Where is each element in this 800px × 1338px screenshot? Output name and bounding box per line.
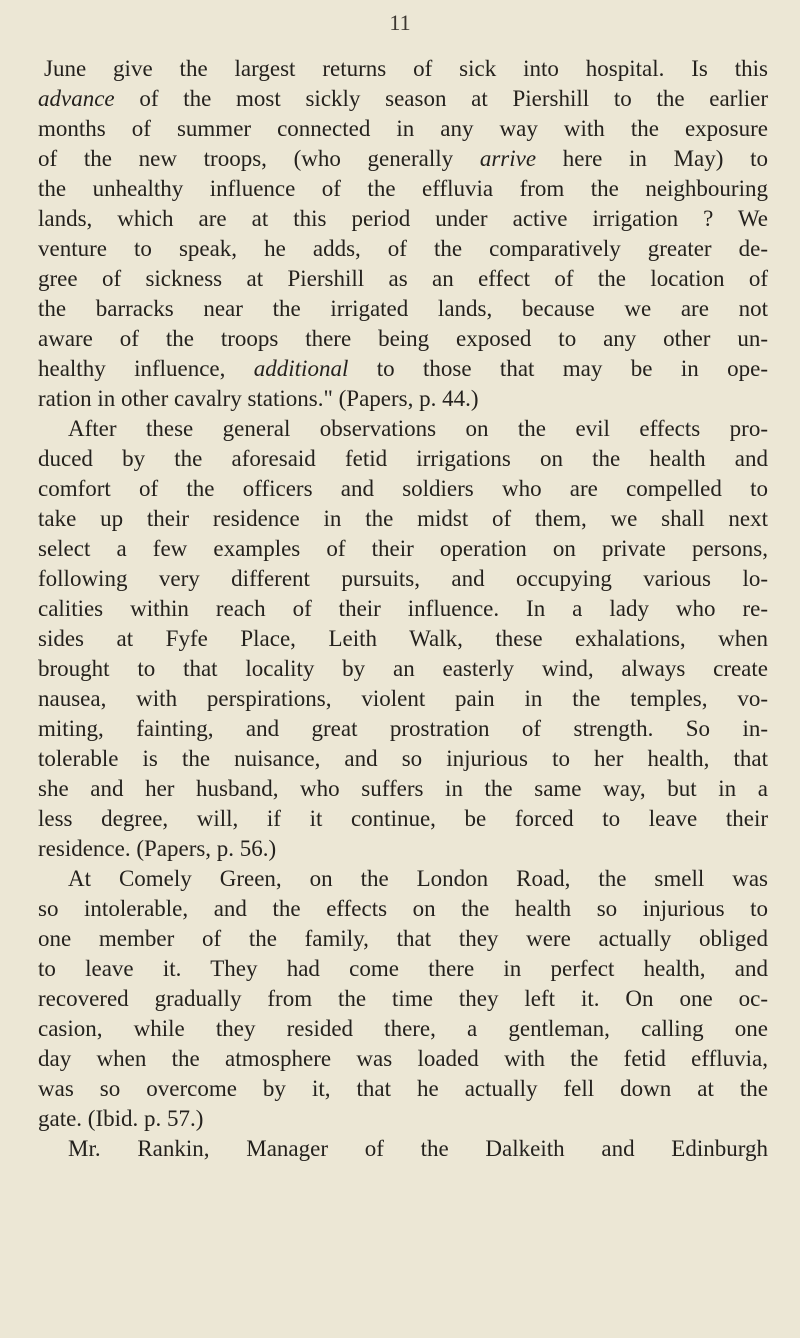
text-line: casion, while they resided there, a gentleman, calling one [38,1016,768,1041]
text-line: Mr. Rankin, Manager of the Dalkeith and Edinburgh [68,1136,768,1161]
text-line: the unhealthy influence of the effluvia from the neighbouring [38,176,768,201]
text-line: recovered gradually from the time they left it. On one oc- [38,986,768,1011]
text-line: she and her husband, who suffers in the same way, but in a [38,776,768,801]
text-line: following very different pursuits, and occupying various lo- [38,566,768,591]
text-line: gate. (Ibid. p. 57.) [38,1106,204,1131]
text-line: comfort of the officers and soldiers who are compelled to [38,476,768,501]
text-line: lands, which are at this period under active irrigation ? We [38,206,768,231]
text-line: advance of the most sickly season at Piershill to the earlier [38,86,768,111]
text-line: brought to that locality by an easterly wind, always create [38,656,768,681]
text-line: the barracks near the irrigated lands, because we are not [38,296,768,321]
text-line: June give the largest returns of sick into hospital. Is this [44,56,768,81]
text-line: to leave it. They had come there in perfect health, and [38,956,768,981]
body-text [38,54,768,1164]
text-line: select a few examples of their operation on private persons, [38,536,768,561]
page-number: 11 [389,10,411,35]
text-line: tolerable is the nuisance, and so injurious to her health, that [38,746,768,771]
text-line: day when the atmosphere was loaded with the fetid effluvia, [38,1046,768,1071]
text-line: aware of the troops there being exposed to any other un- [38,326,768,351]
text-line: healthy influence, additional to those that may be in ope- [38,356,768,381]
text-line: miting, fainting, and great prostration of strength. So in- [38,716,768,741]
text-line: one member of the family, that they were actually obliged [38,926,768,951]
text-line: After these general observations on the evil effects pro- [68,416,768,441]
text-line: nausea, with perspirations, violent pain in the temples, vo- [38,686,768,711]
text-line: gree of sickness at Piershill as an effect of the location of [38,266,768,291]
text-line: duced by the aforesaid fetid irrigations on the health and [38,446,768,471]
text-line: so intolerable, and the effects on the health so injurious to [38,896,768,921]
text-line: take up their residence in the midst of them, we shall next [38,506,768,531]
italic-word: advance [38,86,115,111]
text-line: sides at Fyfe Place, Leith Walk, these exhalations, when [38,626,768,651]
text-line: ration in other cavalry stations." (Papers, p. 44.) [38,386,479,411]
italic-word: arrive [479,146,537,171]
text-line: less degree, will, if it continue, be forced to leave their [38,806,768,831]
text-line: was so overcome by it, that he actually fell down at the [38,1076,768,1101]
text-line: of the new troops, (who generally arrive here in May) to [38,146,768,171]
text-line: residence. (Papers, p. 56.) [38,836,277,861]
text-line: calities within reach of their influence. In a lady who re- [38,596,768,621]
text-line: venture to speak, he adds, of the comparatively greater de- [38,236,768,261]
text-line: months of summer connected in any way with the exposure [38,116,768,141]
italic-word: additional [253,356,349,381]
text-line: At Comely Green, on the London Road, the smell was [68,866,768,891]
